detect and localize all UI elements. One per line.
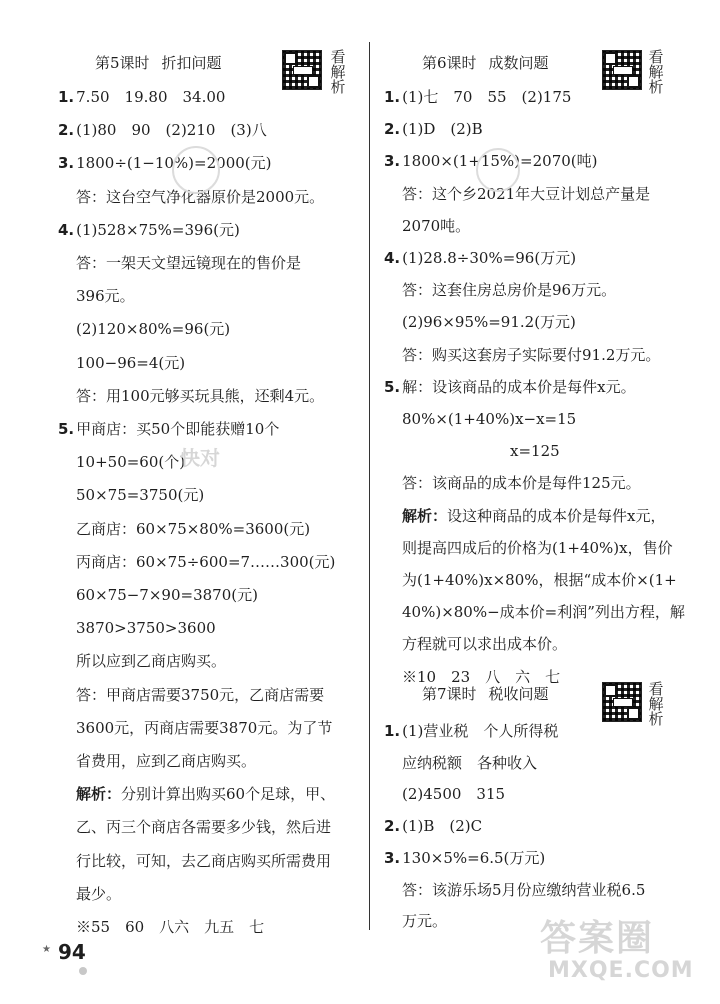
line-text: (1)80 90 (2)210 (3)八 bbox=[76, 121, 267, 140]
star-icon: ★ bbox=[42, 944, 51, 955]
kan-jie-xi-label bbox=[648, 50, 664, 95]
jie-char: 解 bbox=[648, 63, 664, 81]
answer-line bbox=[384, 88, 571, 106]
lesson-7-header bbox=[422, 683, 549, 704]
line-text: 答：该商品的成本价是每件125元。 bbox=[402, 474, 641, 493]
lesson-7-label: 第7课时 bbox=[422, 685, 477, 703]
line-text: ※55 60 八六 九五 七 bbox=[76, 918, 265, 936]
line-text: 3600元，丙商店需要3870元。为了节 bbox=[76, 718, 333, 737]
answer-line bbox=[76, 320, 230, 338]
answer-line bbox=[76, 885, 121, 903]
answer-line bbox=[402, 346, 660, 364]
line-text: 答：一架天文望远镜现在的售价是 bbox=[76, 254, 302, 272]
answer-line bbox=[76, 785, 335, 803]
line-text: 答：这套住房总房价是96万元。 bbox=[402, 281, 617, 300]
answer-line bbox=[402, 217, 470, 235]
kan-char: 看 bbox=[648, 680, 664, 698]
line-text: 396元。 bbox=[76, 287, 135, 306]
line-text: 方程就可以求出成本价。 bbox=[402, 635, 568, 654]
watermark-kuaidui: 快对 bbox=[180, 446, 220, 470]
line-text: (2)4500 315 bbox=[402, 785, 506, 804]
lesson-6-label: 第6课时 bbox=[422, 54, 477, 72]
line-text: 所以应到乙商店购买。 bbox=[76, 652, 227, 671]
line-text: 行比较，可知，去乙商店购买所需费用 bbox=[76, 851, 332, 870]
line-text: (1)D (2)B bbox=[402, 120, 483, 139]
line-text: 50×75=3750(元) bbox=[76, 486, 205, 505]
line-text: 甲商店：买50个即能获赠10个 bbox=[76, 420, 280, 438]
answer-line bbox=[384, 378, 636, 396]
line-text: (2)120×80%=96(元) bbox=[76, 320, 231, 339]
xi-char: 析 bbox=[648, 78, 664, 96]
line-text: 为(1+40%)x×80%，根据“成本价×(1+ bbox=[402, 571, 677, 589]
line-text: 乙商店：60×75×80%=3600(元) bbox=[76, 519, 311, 538]
watermark-domain: MXQE.COM bbox=[548, 958, 694, 983]
watermark-stamp-icon bbox=[172, 146, 220, 194]
qr-code-icon[interactable] bbox=[282, 50, 322, 90]
jie-char: 解 bbox=[648, 695, 664, 713]
question-number: 3. bbox=[384, 152, 401, 171]
question-number: 2. bbox=[384, 120, 401, 139]
answer-line bbox=[384, 817, 482, 835]
analysis-label: 解析： bbox=[402, 506, 448, 525]
answer-line bbox=[384, 849, 545, 867]
line-text: (1)B (2)C bbox=[402, 817, 483, 836]
answer-line bbox=[402, 785, 505, 803]
answer-line bbox=[76, 918, 264, 936]
line-text: 1800÷(1−10%)=2000(元) bbox=[76, 154, 272, 173]
question-number: 4. bbox=[58, 220, 75, 239]
line-text: 10+50=60(个) bbox=[76, 453, 186, 472]
line-text: 80%×(1+40%)x−x=15 bbox=[402, 410, 577, 428]
line-text: (1)营业税 个人所得税 bbox=[402, 722, 559, 740]
question-number: 1. bbox=[384, 722, 401, 740]
lesson-6-topic: 成数问题 bbox=[488, 54, 549, 72]
answer-line bbox=[76, 818, 331, 836]
lesson-7-topic: 税收问题 bbox=[488, 685, 549, 703]
answer-line bbox=[510, 442, 560, 460]
line-text: 则提高四成后的价格为(1+40%)x，售价 bbox=[402, 538, 673, 557]
line-text: (1)28.8÷30%=96(万元) bbox=[402, 249, 577, 267]
kan-char: 看 bbox=[648, 48, 664, 66]
question-number: 3. bbox=[58, 154, 75, 173]
line-text: 解：设该商品的成本价是每件x元。 bbox=[402, 377, 636, 396]
line-text: 丙商店：60×75÷600=7……300(元) bbox=[76, 552, 336, 571]
line-text: 40%)×80%−成本价=利润”列出方程，解 bbox=[402, 603, 685, 622]
answer-line bbox=[76, 453, 185, 471]
watermark-daanquan: 答案圈 bbox=[540, 918, 655, 959]
answer-line bbox=[384, 120, 483, 138]
lesson-6-header bbox=[422, 52, 549, 73]
answer-line bbox=[76, 619, 216, 637]
answer-line bbox=[402, 635, 567, 653]
answer-line bbox=[58, 121, 267, 139]
line-text: 设这种商品的成本价是每件x元， bbox=[447, 506, 666, 525]
column-divider bbox=[369, 42, 370, 930]
line-text: (1)七 70 55 (2)175 bbox=[402, 88, 572, 106]
xi-char: 析 bbox=[648, 710, 664, 728]
answer-line bbox=[402, 410, 576, 428]
page-number: 94 bbox=[58, 940, 86, 964]
answer-line bbox=[76, 586, 258, 604]
question-number: 2. bbox=[58, 121, 75, 140]
line-text: 乙、丙三个商店各需要多少钱，然后进 bbox=[76, 818, 332, 837]
watermark-stamp-icon bbox=[476, 148, 520, 192]
answer-line bbox=[76, 354, 185, 372]
line-text: 答：这台空气净化器原价是2000元。 bbox=[76, 187, 325, 206]
line-text: 答：甲商店需要3750元，乙商店需要 bbox=[76, 685, 325, 704]
answer-line bbox=[76, 719, 332, 737]
answer-line bbox=[402, 185, 650, 203]
answer-line bbox=[402, 281, 616, 299]
line-text: 60×75−7×90=3870(元) bbox=[76, 586, 258, 604]
line-text: 7.50 19.80 34.00 bbox=[76, 88, 226, 106]
lesson-5-header bbox=[95, 52, 222, 73]
analysis-label: 解析： bbox=[76, 785, 122, 804]
kan-jie-xi-label bbox=[330, 50, 346, 95]
answer-line bbox=[402, 539, 673, 557]
question-number: 3. bbox=[384, 848, 401, 867]
answer-line bbox=[402, 507, 665, 525]
page-dot-icon bbox=[79, 967, 87, 975]
line-text: (2)96×95%=91.2(万元) bbox=[402, 313, 576, 332]
line-text: 100−96=4(元) bbox=[76, 353, 186, 372]
line-text: 2070吨。 bbox=[402, 216, 471, 235]
qr-code-icon[interactable] bbox=[602, 682, 642, 722]
answer-line bbox=[402, 754, 537, 772]
lesson-5-topic: 折扣问题 bbox=[161, 54, 222, 72]
answer-line bbox=[76, 686, 324, 704]
line-text: 130×5%=6.5(万元) bbox=[402, 848, 546, 867]
line-text: 3870>3750>3600 bbox=[76, 619, 216, 638]
answer-line bbox=[58, 154, 272, 172]
question-number: 2. bbox=[384, 817, 401, 836]
question-number: 5. bbox=[384, 377, 401, 396]
answer-line bbox=[402, 571, 677, 589]
answer-line bbox=[384, 722, 558, 740]
lesson-5-label: 第5课时 bbox=[95, 54, 150, 72]
answer-line bbox=[76, 520, 310, 538]
answer-line bbox=[76, 287, 135, 305]
answer-line bbox=[402, 603, 685, 621]
answer-line bbox=[76, 486, 204, 504]
answer-line bbox=[58, 420, 279, 438]
line-text: 最少。 bbox=[76, 884, 122, 903]
answer-line bbox=[76, 553, 335, 571]
answer-line bbox=[76, 387, 324, 405]
qr-code-icon[interactable] bbox=[602, 50, 642, 90]
answer-line bbox=[76, 652, 226, 670]
question-number: 4. bbox=[384, 249, 401, 267]
question-number: 1. bbox=[58, 88, 75, 106]
jie-char: 解 bbox=[330, 63, 346, 81]
line-text: 答：用100元够买玩具熊，还剩4元。 bbox=[76, 386, 325, 405]
answer-line bbox=[76, 852, 331, 870]
answer-line bbox=[384, 249, 576, 267]
answer-line bbox=[76, 254, 301, 272]
question-number: 5. bbox=[58, 420, 75, 438]
line-text: ※10 23 八 六 七 bbox=[402, 667, 561, 686]
answer-line bbox=[76, 752, 256, 770]
answer-line bbox=[58, 221, 240, 239]
line-text: 1800×(1+15%)=2070(吨) bbox=[402, 152, 598, 171]
answer-line bbox=[402, 474, 641, 492]
question-number: 1. bbox=[384, 88, 401, 106]
kan-jie-xi-label bbox=[648, 682, 664, 727]
line-text: 分别计算出购买60个足球，甲、 bbox=[121, 785, 336, 804]
answer-line bbox=[402, 313, 576, 331]
line-text: (1)528×75%=396(元) bbox=[76, 220, 240, 239]
line-text: 万元。 bbox=[402, 912, 448, 931]
line-text: x=125 bbox=[510, 442, 560, 461]
line-text: 答：购买这套房子实际要付91.2万元。 bbox=[402, 345, 661, 364]
line-text: 应纳税额 各种收入 bbox=[402, 753, 538, 772]
xi-char: 析 bbox=[330, 78, 346, 96]
kan-char: 看 bbox=[330, 48, 346, 66]
line-text: 答：该游乐场5月份应缴纳营业税6.5 bbox=[402, 880, 646, 899]
answer-line bbox=[402, 912, 447, 930]
answer-line bbox=[402, 881, 645, 899]
answer-line bbox=[58, 88, 225, 106]
line-text: 省费用，应到乙商店购买。 bbox=[76, 752, 257, 770]
line-text: 答：这个乡2021年大豆计划总产量是 bbox=[402, 184, 651, 203]
